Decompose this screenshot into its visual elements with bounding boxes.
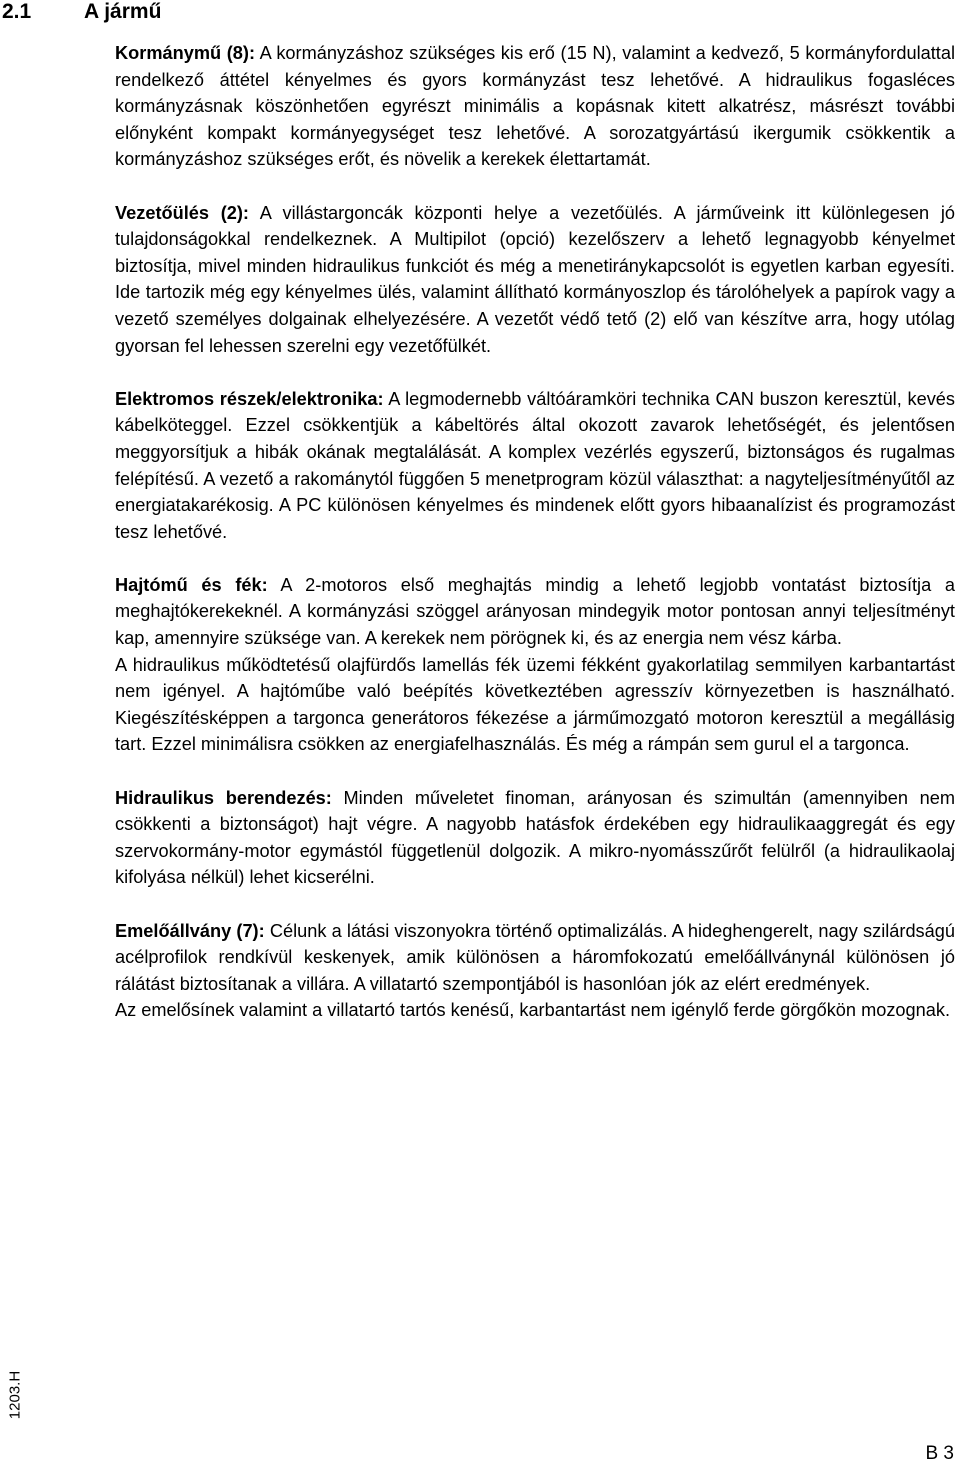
document-body	[115, 40, 955, 1051]
paragraph-text: A villástargoncák központi helye a vezetőülés. A járműveink itt különlegesen jó tulajdonságokkal rendelkeznek. A Multipilot (opció) kezelőszerv a lehető legnagyobb kényelmet biztosítja, mivel minden hidraulikus funkciót és még a menetiránykapcsolót is egyetlen karban egyesíti. Ide tartozik még egy kényelmes ülés, valamint állítható kormányoszlop és tárolóhelyek a papírok vagy a vezető személyes dolgainak elhelyezésére. A vezetőt védő tető (2) elő van készítve arra, hogy utólag gyorsan fel lehessen szerelni egy vezetőfülkét.	[115, 202, 955, 356]
paragraph-emelosinek	[115, 997, 955, 1024]
paragraph-lead: Kormánymű (8):	[115, 43, 255, 63]
paragraph-lead: Elektromos részek/elektronika:	[115, 388, 384, 409]
paragraph-text: A 2-motoros első meghajtás mindig a lehető legjobb vontatást biztosítja a meghajtókerekeknél. A kormányzási szöggel arányosan mindegyik motor pontosan annyi teljesítményt kap, amennyire szüksége van. A kerekek nem pörögnek ki, és az energia nem vész kárba.	[115, 574, 956, 649]
paragraph-lead: Vezetőülés (2):	[115, 202, 249, 223]
paragraph-fek	[115, 652, 955, 758]
paragraph-text: A legmodernebb váltóáramköri technika CAN buszon keresztül, kevés kábelköteggel. Ezzel csökkentjük a kábeltörés által okozott zavarok lehetőségét, és jelentősen meggyorsítjuk a hibák okának megtalálását. A komplex vezérlés egyszerű, biztonságos és rugalmas felépítésű. A vezető a rakománytól függően 5 menetprogram közül választhat: a nagyteljesítményűtől az energiatakarékosig. A PC különösen kényelmes és mindenek előtt gyors hibaanalízist és programozást tesz lehetővé.	[115, 388, 956, 542]
paragraph-hajtomu	[115, 572, 955, 652]
paragraph-emeloallvany	[115, 918, 955, 998]
page-number: B 3	[925, 1443, 954, 1464]
section-number: 2.1	[2, 0, 32, 23]
paragraph-lead: Hidraulikus berendezés:	[115, 787, 332, 808]
paragraph-vezetoules	[115, 200, 955, 360]
paragraph-hidraulikus	[115, 785, 955, 891]
section-heading	[0, 0, 161, 24]
paragraph-text: Célunk a látási viszonyokra történő optimalizálás. A hideghengerelt, nagy szilárdságú acélprofilok rendkívül keskenyek, amik különösen a háromfokozatú emelőállványnál különösen jó rálátást biztosítanak a villára. A villatartó szempontjából is hasonlóan jók az elért eredmények.	[115, 920, 955, 994]
paragraph-text: Minden műveletet finoman, arányosan és szimultán (amennyiben nem csökkenti a biztonságot) hajt végre. A nagyobb hatásfok érdekében egy hidraulikaaggregát és egy szervokormány-motor egymástól függetlenül dolgozik. A mikro-nyomásszűrőt felülről (a hidraulikaolaj kifolyása nélkül) lehet kicserélni.	[115, 787, 956, 888]
side-document-code	[0, 1360, 30, 1430]
paragraph-elektromos	[115, 386, 955, 546]
paragraph-lead: Hajtómű és fék:	[115, 574, 268, 595]
paragraph-kormanymu	[115, 40, 955, 173]
paragraph-text: Az emelősínek valamint a villatartó tartós kenésű, karbantartást nem igénylő ferde görgőkön mozognak.	[115, 1000, 951, 1021]
paragraph-lead: Emelőállvány (7):	[115, 920, 265, 941]
paragraph-text: A kormányzáshoz szükséges kis erő (15 N), valamint a kedvező, 5 kormányfordulattal rendelkező áttétel kényelmes és gyors kormányzást tesz lehetővé. A hidraulikus fogasléces kormányzásnak köszönhetően egyrészt minimális a kopásnak kitett alkatrész, másrészt további előnyként kompakt kormányegységet tesz lehetővé. A sorozatgyártású ikergumik csökkentik a kormányzáshoz szükséges erőt, és növelik a kerekek élettartamát.	[115, 43, 955, 170]
side-code-text: 1203.H	[6, 1370, 24, 1420]
paragraph-text: A hidraulikus működtetésű olajfürdős lamellás fék üzemi fékként gyakorlatilag semmilyen karbantartást nem igényel. A hajtóműbe való beépítés következtében agresszív környezetben is használható. Kiegészítésképpen a targonca generátoros fékezése a járműmozgató motoron keresztül a megállásig tart. Ezzel minimálisra csökken az energiafelhasználás. És még a rámpán sem gurul el a targonca.	[115, 654, 955, 755]
section-title: A jármű	[84, 0, 162, 23]
